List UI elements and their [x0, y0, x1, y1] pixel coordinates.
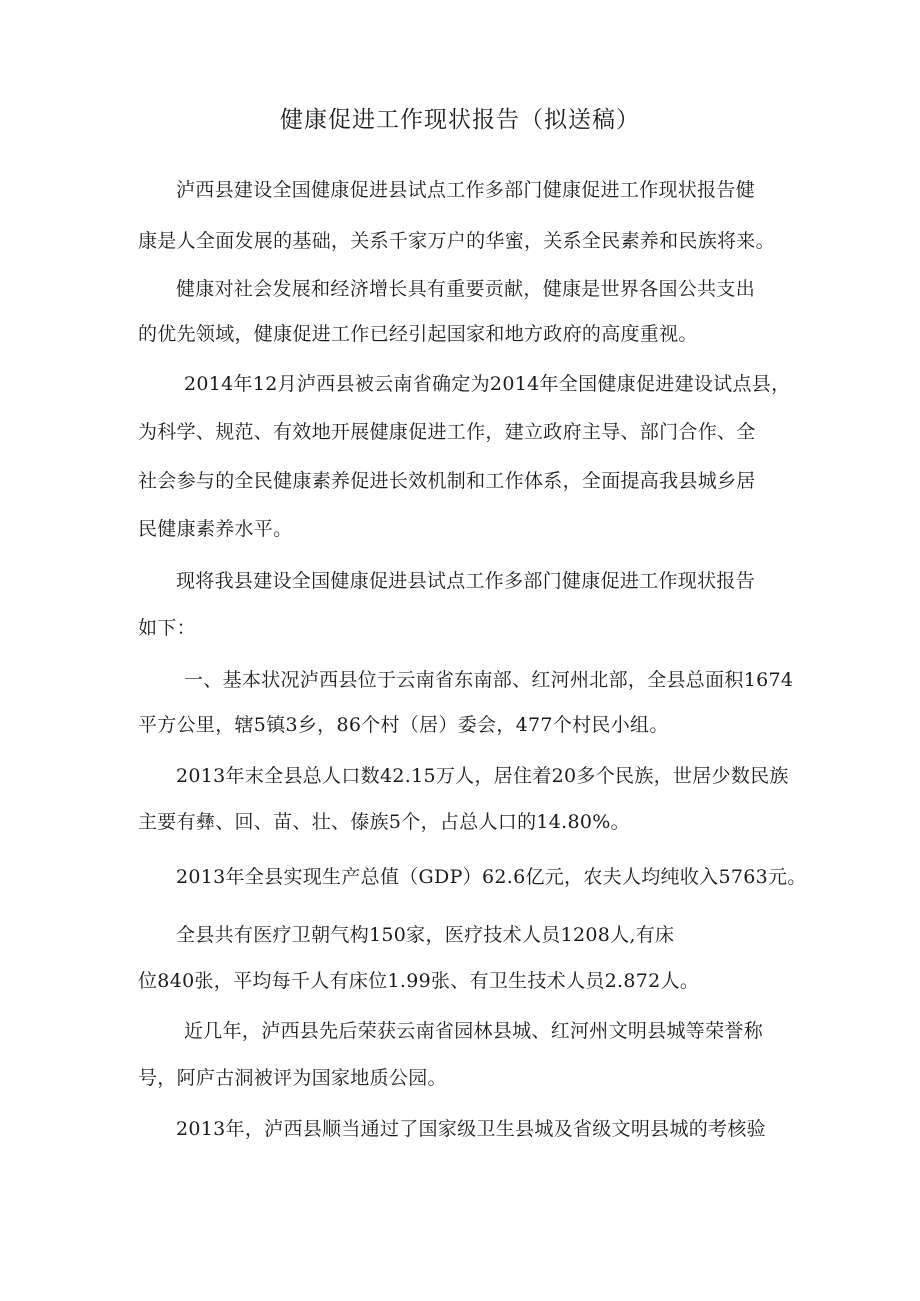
- text-line: 的优先领域，健康促进工作已经引起国家和地方政府的高度重视。: [138, 323, 698, 345]
- text-line: 2013年全县实现生产总值（GDP）62.6亿元，农夫人均纯收入5763元。: [176, 866, 807, 888]
- text-line: 2013年，泸西县顺当通过了国家级卫生县城及省级文明县城的考核验: [176, 1118, 766, 1140]
- text-line: 近几年，泸西县先后荣获云南省园林县城、红河州文明县城等荣誉称: [184, 1020, 764, 1042]
- text-line: 如下：: [138, 617, 196, 639]
- document-title: 健康促进工作现状报告（拟送稿）: [280, 107, 640, 133]
- text-line: 现将我县建设全国健康促进县试点工作多部门健康促进工作现状报告: [176, 570, 756, 592]
- text-line: 2013年末全县总人口数42.15万人，居住着20多个民族，世居少数民族: [176, 765, 789, 787]
- text-line: 位840张，平均每千人有床位1.99张、有卫生技术人员2.872人。: [138, 970, 700, 992]
- text-line: 为科学、规范、有效地开展健康促进工作，建立政府主导、部门合作、全: [138, 421, 756, 443]
- text-line: 号，阿庐古洞被评为国家地质公园。: [138, 1067, 447, 1089]
- text-line: 平方公里，辖5镇3乡，86个村（居）委会，477个村民小组。: [138, 714, 669, 736]
- text-line: 泸西县建设全国健康促进县试点工作多部门健康促进工作现状报告健: [176, 179, 756, 201]
- text-line: 主要有彝、回、苗、壮、傣族5个，占总人口的14.80%。: [138, 811, 630, 833]
- text-line: 民健康素养水平。: [138, 518, 293, 540]
- text-line: 2014年12月泸西县被云南省确定为2014年全国健康促进建设试点县，: [184, 373, 791, 395]
- text-line: 健康对社会发展和经济增长具有重要贡献，健康是世界各国公共支出: [176, 278, 756, 300]
- text-line: 社会参与的全民健康素养促进长效机制和工作体系，全面提高我县城乡居: [138, 470, 756, 492]
- text-line: 一、基本状况泸西县位于云南省东南部、红河州北部，全县总面积1674: [184, 669, 794, 691]
- text-line: 全县共有医疗卫朝气构150家，医疗技术人员1208人,有床: [176, 924, 675, 946]
- text-line: 康是人全面发展的基础，关系千家万户的华蜜，关系全民素养和民族将来。: [138, 230, 775, 252]
